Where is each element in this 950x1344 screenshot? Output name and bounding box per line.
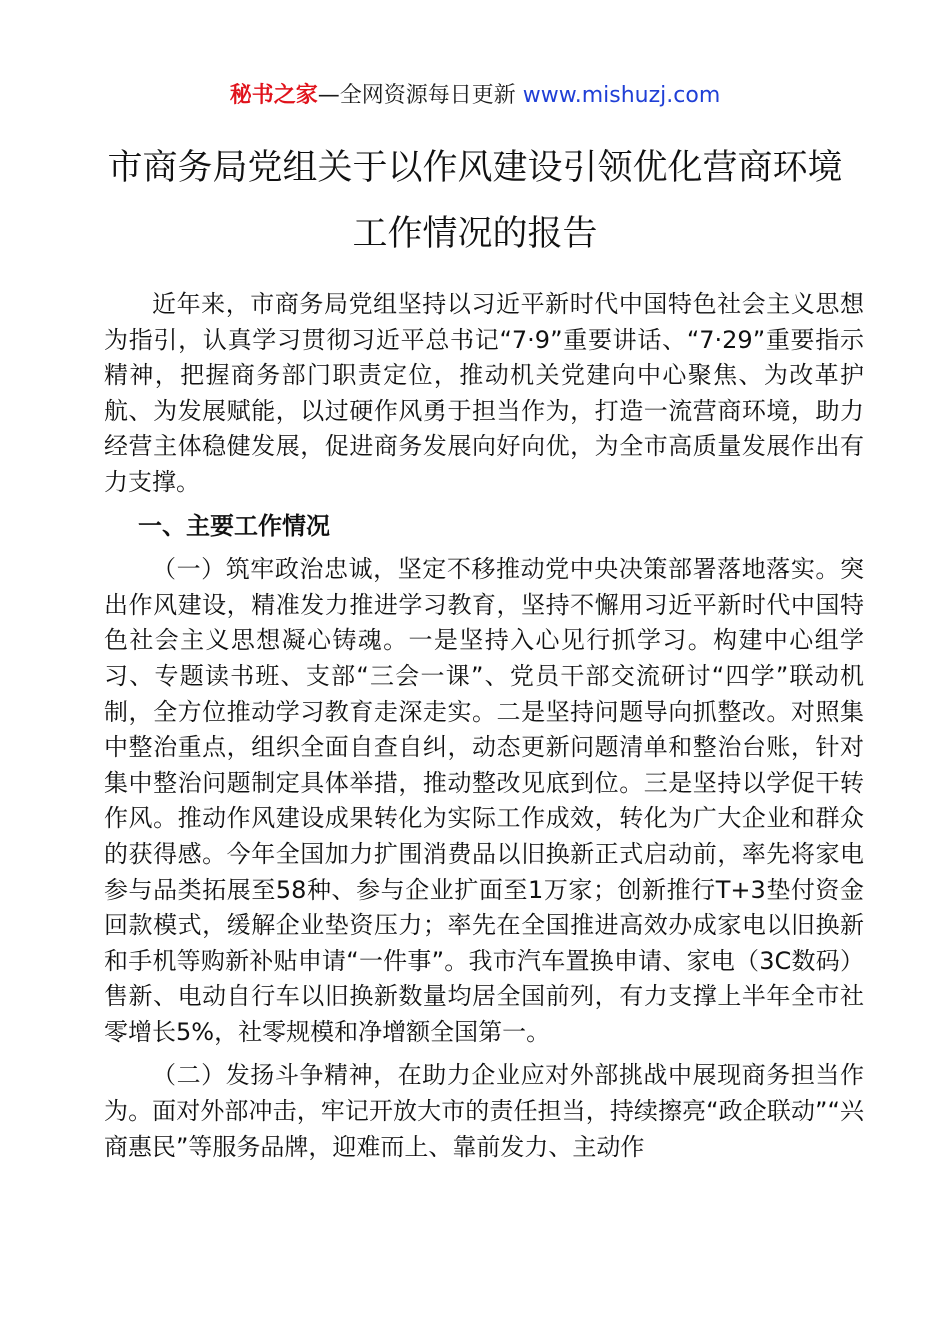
paragraph-struggle-spirit: （二）发扬斗争精神，在助力企业应对外部挑战中展现商务担当作为。面对外部冲击，牢记开放大市的责任担当，持续擦亮“政企联动”“兴商惠民”等服务品牌，迎难而上、靠前发力、主动作: [104, 1061, 864, 1161]
site-url-link[interactable]: www.mishuzj.com: [522, 83, 721, 108]
paragraph-political-loyalty: （一）筑牢政治忠诚，坚定不移推动党中央决策部署落地落实。突出作风建设，精准发力推进学习教育，坚持不懈用习近平新时代中国特色社会主义思想凝心铸魂。一是坚持入心见行抓学习。构建中心组学习、专题读书班、支部“三会一课”、党员干部交流研讨“四学”联动机制，全方位推动学习教育走深走实。二是坚持问题导向抓整改。对照集中整治重点，组织全面自查自纠，动态更新问题清单和整治台账，针对集中整治问题制定具体举措，推动整改见底到位。三是坚持以学促干转作风。推动作风建设成果转化为实际工作成效，转化为广大企业和群众的获得感。今年全国加力扩围消费品以旧换新正式启动前，率先将家电参与品类拓展至58种、参与企业扩面至1万家；创新推行T+3垫付资金回款模式，缓解企业垫资压力；率先在全国推进高效办成家电以旧换新和手机等购新补贴申请“一件事”。我市汽车置换申请、家电（3C数码）售新、电动自行车以旧换新数量均居全国前列，有力支撑上半年全市社零增长5%，社零规模和净增额全国第一。: [104, 555, 864, 1046]
site-header: [0, 80, 950, 112]
document-title-line-2: 工作情况的报告: [352, 214, 598, 254]
document-body: [104, 287, 864, 1173]
section-heading-main-work: 一、主要工作情况: [138, 511, 330, 540]
intro-paragraph: 近年来，市商务局党组坚持以习近平新时代中国特色社会主义思想为指引，认真学习贯彻习近平总书记“7·9”重要讲话、“7·29”重要指示精神，把握商务部门职责定位，推动机关党建向中心聚焦、为改革护航、为发展赋能，以过硬作风勇于担当作为，打造一流营商环境，助力经营主体稳健发展，促进商务发展向好向优，为全市高质量发展作出有力支撑。: [104, 290, 864, 496]
site-brand[interactable]: 秘书之家: [229, 83, 318, 108]
document-title-line-1: 市商务局党组关于以作风建设引领优化营商环境: [107, 148, 843, 188]
site-tagline: —全网资源每日更新: [317, 83, 523, 108]
